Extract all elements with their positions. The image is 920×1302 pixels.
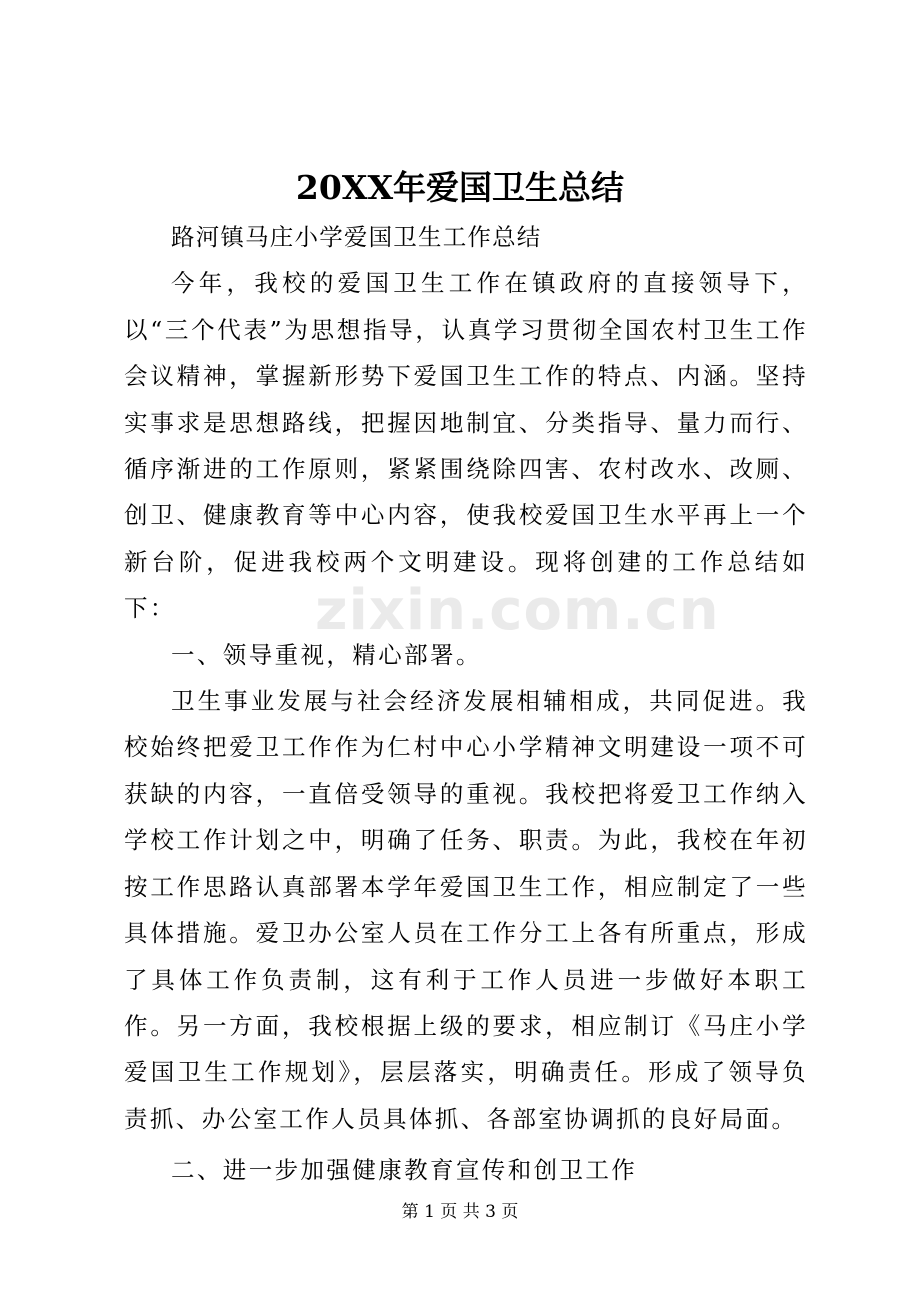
section-1-paragraph: 卫生事业发展与社会经济发展相辅相成，共同促进。我校始终把爱卫工作作为仁村中心小学精神文明建设一项不可获缺的内容，一直倍受领导的重视。我校把将爱卫工作纳入学校工作计划之中，明确了任务、职责。为此，我校在年初按工作思路认真部署本学年爱国卫生工作，相应制定了一些具体措施。爱卫办公室人员在工作分工上各有所重点，形成了具体工作负责制，这有利于工作人员进一步做好本职工作。另一方面，我校根据上级的要求，相应制订《马庄小学爱国卫生工作规划》，层层落实，明确责任。形成了领导负责抓、办公室工作人员具体抓、各部室协调抓的良好局面。 bbox=[124, 687, 808, 1133]
intro-paragraph: 今年，我校的爱国卫生工作在镇政府的直接领导下，以“三个代表”为思想指导，认真学习贯彻全国农村卫生工作会议精神，掌握新形势下爱国卫生工作的特点、内涵。坚持实事求是思想路线，把握因地制宜、分类指导、量力而行、循序渐进的工作原则，紧紧围绕除四害、农村改水、改厕、创卫、健康教育等中心内容，使我校爱国卫生水平再上一个新台阶，促进我校两个文明建设。现将创建的工作总结如下： bbox=[124, 269, 808, 623]
document-subtitle: 路河镇马庄小学爱国卫生工作总结 bbox=[171, 223, 542, 251]
section-heading-1: 一、领导重视，精心部署。 bbox=[171, 640, 482, 669]
watermark: zixin.com.cn bbox=[315, 578, 720, 643]
document-title: 20XX年爱国卫生总结 bbox=[295, 168, 625, 207]
document-body bbox=[124, 214, 808, 1194]
page-footer: 第 1 页 共 3 页 bbox=[401, 1202, 519, 1222]
section-heading-2: 二、进一步加强健康教育宣传和创卫工作 bbox=[171, 1156, 638, 1185]
